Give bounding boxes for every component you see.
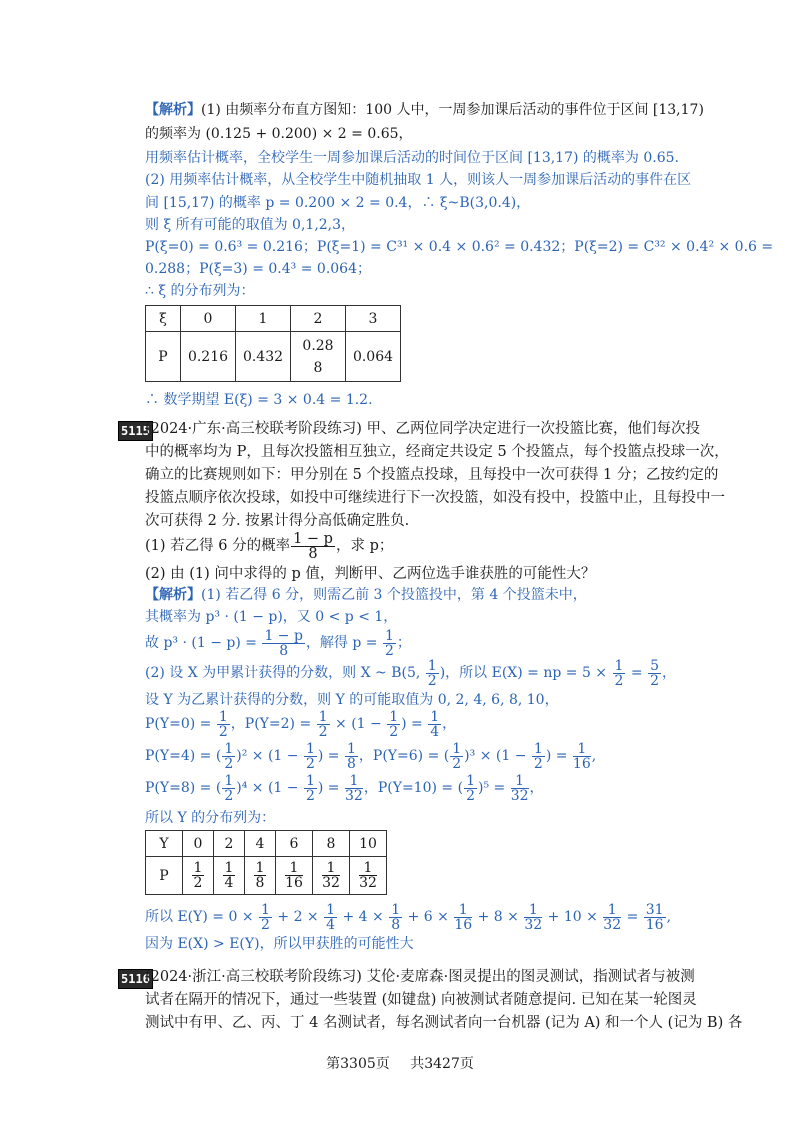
- fraction: $\frac{1}{2}$: [427, 657, 437, 689]
- table-cell: [313, 857, 350, 895]
- fraction: $\frac{1}{2}$: [218, 708, 228, 740]
- analysis2-line6: P(Y=0) = $\frac{1}{2}$ ，P(Y=2) = $\frac{1}{2}$ × (1 − $\frac{1}{2}$ ) = $\frac{1}{4}$ ，: [145, 708, 457, 740]
- fraction: $\frac{1}{16}$: [285, 860, 303, 891]
- analysis1-line6: 则 ξ 所有可能的取值为 0,1,2,3，: [145, 217, 356, 233]
- table-cell: 0.216: [181, 332, 236, 382]
- fraction: $\frac{1}{4}$: [326, 901, 336, 933]
- q5116-line2: 试者在隔开的情况下，通过一些装置 (如键盘) 向被测试者随意提问. 已知在某一轮图灵: [145, 992, 697, 1008]
- q5116-line3: 测试中有甲、乙、丙、丁 4 名测试者，每名测试者向一台机器 (记为 A) 和一个人 (记为 B) 各: [145, 1015, 743, 1031]
- y-distribution-table: [145, 830, 387, 895]
- table-cell: Y: [146, 831, 183, 857]
- fraction: $\frac{1}{8}$: [391, 901, 401, 933]
- analysis2-line3: 故 p³ · (1 − p) = $\frac{1 - p}{8}$ ，解得 p = $\frac{1}{2}$ ；: [145, 627, 411, 659]
- fraction: $\frac{1}{2}$: [224, 772, 234, 804]
- fraction: $\frac{1}{32}$: [524, 901, 543, 933]
- table-cell: 0: [181, 306, 236, 332]
- analysis1-line7: P(ξ=0) = 0.6³ = 0.216；P(ξ=1) = C³¹ × 0.4 × 0.6² = 0.432；P(ξ=2) = C³² × 0.4² × 0.6 =: [145, 239, 774, 255]
- table-cell: 0.28 8: [291, 332, 346, 382]
- analysis2-line4: (2) 设 X 为甲累计获得的分数，则 X ~ B(5, $\frac{1}{2}$ )，所以 E(X) = np = 5 × $\frac{1}{2}$ = $\frac{5}{2}$ ，: [145, 657, 676, 689]
- analysis1-line3: 用频率估计概率，全校学生一周参加课后活动的时间位于区间 [13,17) 的概率为 0.65.: [145, 150, 679, 166]
- table-cell: 0: [183, 831, 214, 857]
- fraction: $\frac{1}{2}$: [452, 740, 462, 772]
- table-cell: ξ: [146, 306, 181, 332]
- fraction: $\frac{1}{2}$: [533, 740, 543, 772]
- fraction: $\frac{1}{8}$: [255, 860, 265, 891]
- fraction: $\frac{1}{16}$: [454, 901, 473, 933]
- analysis1-line9: ∴ ξ 的分布列为：: [145, 283, 255, 299]
- fraction: $\frac{1}{2}$: [466, 772, 475, 804]
- question-number-badge: 5116: [118, 969, 153, 989]
- table-cell: 10: [350, 831, 387, 857]
- fraction: $\frac{31}{16}$: [645, 901, 664, 933]
- table-cell: 2: [291, 306, 346, 332]
- fraction: $\frac{1}{32}$: [603, 901, 622, 933]
- q5115-line1: (2024·广东·高三校联考阶段练习) 甲、乙两位同学决定进行一次投篮比赛，他们每次投: [145, 421, 701, 437]
- table-cell: [350, 857, 387, 895]
- fraction: $\frac{1}{4}$: [224, 860, 234, 891]
- table-cell: P: [146, 857, 183, 895]
- page-footer: [0, 1053, 800, 1073]
- fraction: $\frac{1}{2}$: [318, 708, 328, 740]
- q5115-line4: 投篮点顺序依次投球，如投中可继续进行下一次投篮，如没有投中，投篮中止，且每投中一: [145, 490, 725, 506]
- table-cell: [245, 857, 276, 895]
- table-cell: 0.432: [236, 332, 291, 382]
- fraction: $\frac{1}{2}$: [224, 740, 234, 772]
- analysis2-line8: P(Y=8) = ( $\frac{1}{2}$ )⁴ × (1 − $\frac{1}{2}$ ) = $\frac{1}{32}$ ，P(Y=10) = ( $\frac{1}{2}$ )⁵ = $\frac{1}{32}$ ，: [145, 772, 544, 804]
- page-total: 共3427页: [410, 1056, 474, 1072]
- q5116-line1: (2024·浙江·高三校联考阶段练习) 艾伦·麦席森·图灵提出的图灵测试，指测试者与被测: [145, 969, 695, 985]
- q5115-line2: 中的概率均为 P，且每次投篮相互独立，经商定共设定 5 个投篮点，每个投篮点投球一次，: [145, 444, 729, 460]
- fraction: $\frac{1 - p}{8}$: [264, 627, 303, 659]
- q5115-line6: (1) 若乙得 6 分的概率 $\frac{1 - p}{8}$ ，求 p；: [145, 530, 394, 562]
- table-cell: 0.064: [346, 332, 401, 382]
- analysis2-line2: 其概率为 p³ · (1 − p)，又 0 < p < 1，: [145, 609, 398, 625]
- analysis1-line8: 0.288；P(ξ=3) = 0.4³ = 0.064；: [145, 261, 371, 277]
- fraction: $\frac{1}{32}$: [322, 860, 340, 891]
- fraction: $\frac{1}{2}$: [305, 740, 315, 772]
- analysis1-line10: ∴ 数学期望 E(ξ) = 3 × 0.4 = 1.2.: [145, 392, 373, 408]
- fraction: $\frac{1}{8}$: [347, 740, 356, 772]
- table-cell: 4: [245, 831, 276, 857]
- q5115-line3: 确立的比赛规则如下：甲分别在 5 个投篮点投球，且每投中一次可获得 1 分；乙按约定的: [145, 467, 719, 483]
- xi-distribution-table: [145, 305, 401, 382]
- table-cell: 1: [236, 306, 291, 332]
- fraction: $\frac{1}{2}$: [261, 901, 270, 933]
- fraction: $\frac{5}{2}$: [650, 657, 659, 689]
- q5115-line7: (2) 由 (1) 问中求得的 p 值，判断甲、乙两位选手谁获胜的可能性大？: [145, 566, 596, 582]
- fraction: $\frac{1}{32}$: [510, 772, 529, 804]
- fraction: $\frac{1}{2}$: [614, 657, 624, 689]
- analysis1-line2: 的频率为 (0.125 + 0.200) × 2 = 0.65，: [145, 126, 413, 142]
- analysis2-line10: 所以 E(Y) = 0 × $\frac{1}{2}$ + 2 × $\frac{1}{4}$ + 4 × $\frac{1}{8}$ + 6 × $\frac{1}{16}$ + 8 × $\frac{1}{32}$ + 10 × $\frac{1}{32}$ = $\frac{31}{16}$ ,: [145, 901, 672, 933]
- fraction: $\frac{1}{2}$: [193, 860, 203, 891]
- analysis2-line11: 因为 E(X) > E(Y)，所以甲获胜的可能性大: [145, 936, 414, 952]
- fraction: $\frac{1}{2}$: [384, 627, 394, 659]
- table-cell: [183, 857, 214, 895]
- table-cell: [214, 857, 245, 895]
- fraction: $\frac{1}{4}$: [430, 708, 440, 740]
- analysis1-line1: 【解析】(1) 由频率分布直方图知：100 人中，一周参加课后活动的事件位于区间 [13,17): [145, 102, 704, 118]
- fraction: $\frac{1}{32}$: [359, 860, 377, 891]
- table-cell: 8: [313, 831, 350, 857]
- table-cell: 3: [346, 306, 401, 332]
- analysis2-line5: 设 Y 为乙累计获得的分数，则 Y 的可能取值为 0, 2, 4, 6, 8, 10，: [145, 692, 559, 708]
- analysis1-line4: (2) 用频率估计概率，从全校学生中随机抽取 1 人，则该人一周参加课后活动的事件在区: [145, 172, 692, 188]
- fraction: $\frac{1}{2}$: [305, 772, 315, 804]
- table-cell: 2: [214, 831, 245, 857]
- fraction: $\frac{1 - p}{8}$: [293, 530, 333, 562]
- table-cell: P: [146, 332, 181, 382]
- question-number-badge: 5115: [118, 421, 153, 441]
- analysis1-line5: 间 [15,17) 的概率 p = 0.200 × 2 = 0.4，∴ ξ~B(3,0.4)，: [145, 195, 531, 211]
- table-cell: [276, 857, 313, 895]
- analysis2-line9: 所以 Y 的分布列为：: [145, 810, 276, 826]
- table-cell: 6: [276, 831, 313, 857]
- analysis2-line7: P(Y=4) = ( $\frac{1}{2}$ )² × (1 − $\frac{1}{2}$ ) = $\frac{1}{8}$ ，P(Y=6) = ( $\frac{1}{2}$ )³ × (1 − $\frac{1}{2}$ ) = $\frac{1}{16}$ ,: [145, 740, 597, 772]
- analysis-tag: 【解析】: [145, 587, 201, 603]
- fraction: $\frac{1}{32}$: [345, 772, 363, 804]
- analysis-tag: 【解析】: [145, 102, 201, 118]
- fraction: $\frac{1}{16}$: [572, 740, 591, 772]
- fraction: $\frac{1}{2}$: [389, 708, 399, 740]
- q5115-line5: 次可获得 2 分. 按累计得分高低确定胜负.: [145, 513, 410, 529]
- page-number: 第3305页: [326, 1056, 390, 1072]
- analysis2-line1: 【解析】(1) 若乙得 6 分，则需乙前 3 个投篮投中，第 4 个投篮未中，: [145, 587, 587, 603]
